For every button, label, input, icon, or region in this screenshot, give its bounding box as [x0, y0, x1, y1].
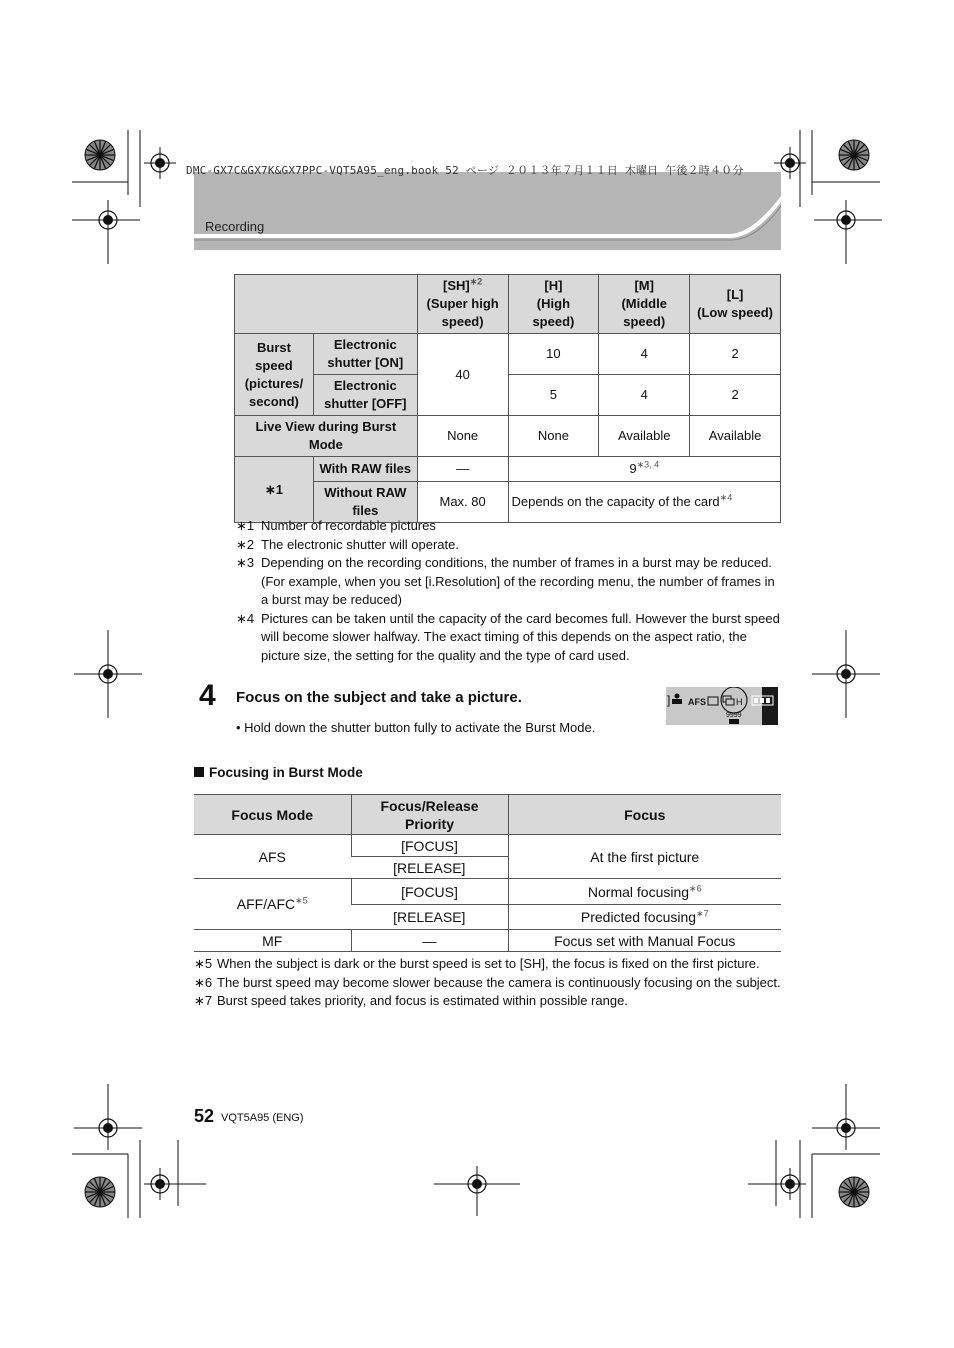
- recordable-ref-label: ∗1: [235, 457, 314, 523]
- afs-mode: AFS: [194, 835, 351, 879]
- header-h: [H] (High speed): [508, 275, 599, 334]
- live-view-sh: None: [417, 416, 508, 457]
- footnote: ∗3 Depending on the recording conditions, the number of frames in a burst may be reduced. (For example, when you set [i.Resolution] of the recording menu, the number of frames in a burst may be reduced): [236, 555, 775, 607]
- table-row: [235, 375, 781, 416]
- page-number: 52: [194, 1106, 215, 1126]
- header-focus: Focus: [508, 795, 781, 835]
- burst-speed-label: Burst speed (pictures/ second): [235, 334, 314, 416]
- table-row: [235, 334, 781, 375]
- aff-focus-result: Normal focusing$^{∗6}$: [508, 879, 781, 905]
- without-raw-label: Without RAW files: [313, 482, 417, 523]
- live-view-m: Available: [599, 416, 690, 457]
- square-bullet-icon: [194, 767, 204, 777]
- header-priority: Focus/Release Priority: [351, 795, 508, 835]
- live-view-l: Available: [690, 416, 781, 457]
- header-focus-mode: Focus Mode: [194, 795, 351, 835]
- table-row: [235, 416, 781, 457]
- section-label: Recording: [205, 219, 265, 234]
- afs-result: At the first picture: [508, 835, 781, 879]
- focus-footnotes: [194, 955, 781, 1011]
- off-l-value: 2: [690, 375, 781, 416]
- lcd-icons: [666, 687, 778, 725]
- off-h-value: 5: [508, 375, 599, 416]
- afs-indicator: AFS: [688, 697, 706, 707]
- step-instruction: • Hold down the shutter button fully to activate the Burst Mode.: [236, 720, 596, 735]
- electronic-shutter-off-label: Electronic shutter [OFF]: [313, 375, 417, 416]
- step-title: Focus on the subject and take a picture.: [236, 689, 522, 706]
- mf-result: Focus set with Manual Focus: [508, 930, 781, 952]
- step-number: 4: [199, 679, 216, 712]
- svg-text:]: ]: [667, 693, 671, 707]
- quality-icon: [708, 697, 718, 705]
- camera-screen-illustration: [666, 687, 778, 725]
- burst-speed-table: [234, 274, 781, 523]
- table-header-row: [194, 795, 781, 835]
- focus-mode-table: [194, 794, 781, 952]
- burst-speed-indicator: H: [736, 697, 743, 707]
- header-m: [M] (Middle speed): [599, 275, 690, 334]
- aff-focus-priority: [FOCUS]: [351, 879, 508, 905]
- on-m-value: 4: [599, 334, 690, 375]
- footnote: ∗5 When the subject is dark or the burst speed is set to [SH], the focus is fixed on the first picture.: [194, 956, 760, 971]
- footnote: ∗6 The burst speed may become slower because the camera is continuously focusing on the subject.: [194, 974, 781, 990]
- live-view-label: Live View during Burst Mode: [235, 416, 418, 457]
- burst-icon: [723, 696, 734, 705]
- section-heading: Focusing in Burst Mode: [194, 765, 363, 780]
- header-l: [L] (Low speed): [690, 275, 781, 334]
- empty-header-cell: [235, 275, 418, 334]
- off-m-value: 4: [599, 375, 690, 416]
- book-file-line: DMC-GX7C&GX7K&GX7PPC-VQT5A95_eng.book 52 ページ ２０１３年７月１１日 木曜日 午後２時４０分: [186, 164, 744, 177]
- mf-mode: MF: [194, 930, 351, 952]
- aff-afc-mode: AFF/$AFC^{∗5}$: [194, 879, 351, 930]
- frame-count: 9999: [726, 712, 742, 719]
- header-band: [194, 172, 781, 250]
- table-row: [194, 930, 781, 952]
- live-view-h: None: [508, 416, 599, 457]
- with-raw-label: With RAW files: [313, 457, 417, 482]
- table-row: [194, 879, 781, 905]
- table-row: [235, 457, 781, 482]
- without-raw-value: Depends on the capacity of the card$^{∗4}$: [508, 482, 780, 523]
- afs-focus-priority: [FOCUS]: [351, 835, 508, 857]
- mf-priority: —: [351, 930, 508, 952]
- footnote: ∗4 Pictures can be taken until the capacity of the card becomes full. However the burst speed will become slower halfway. The exact timing of this depends on the aspect ratio, the picture size, the setting for the quality and the type of card used.: [236, 610, 780, 663]
- header-sh: [SH]$^{∗2}$ (Super high speed): [417, 275, 508, 334]
- afs-release-priority: [RELEASE]: [351, 857, 508, 879]
- on-h-value: 10: [508, 334, 599, 375]
- on-l-value: 2: [690, 334, 781, 375]
- aff-release-priority: [RELEASE]: [351, 905, 508, 930]
- table-header-row: [235, 275, 781, 334]
- with-raw-sh: —: [417, 457, 508, 482]
- electronic-shutter-on-label: Electronic shutter [ON]: [313, 334, 417, 375]
- footnote: ∗2 The electronic shutter will operate.: [236, 536, 459, 552]
- table-footnotes: [236, 517, 781, 665]
- without-raw-sh: Max. 80: [417, 482, 508, 523]
- table-row: [194, 835, 781, 857]
- person-icon: [672, 694, 682, 705]
- with-raw-value: $9^{∗3, 4}$: [508, 457, 780, 482]
- footnote: ∗1 Number of recordable pictures: [236, 518, 436, 533]
- sh-speed-value: 40: [417, 334, 508, 416]
- aff-release-result: Predicted focusing$^{∗7}$: [508, 905, 781, 930]
- footnote: ∗7 Burst speed takes priority, and focus is estimated within possible range.: [194, 993, 628, 1008]
- document-code: VQT5A95 (ENG): [221, 1112, 304, 1124]
